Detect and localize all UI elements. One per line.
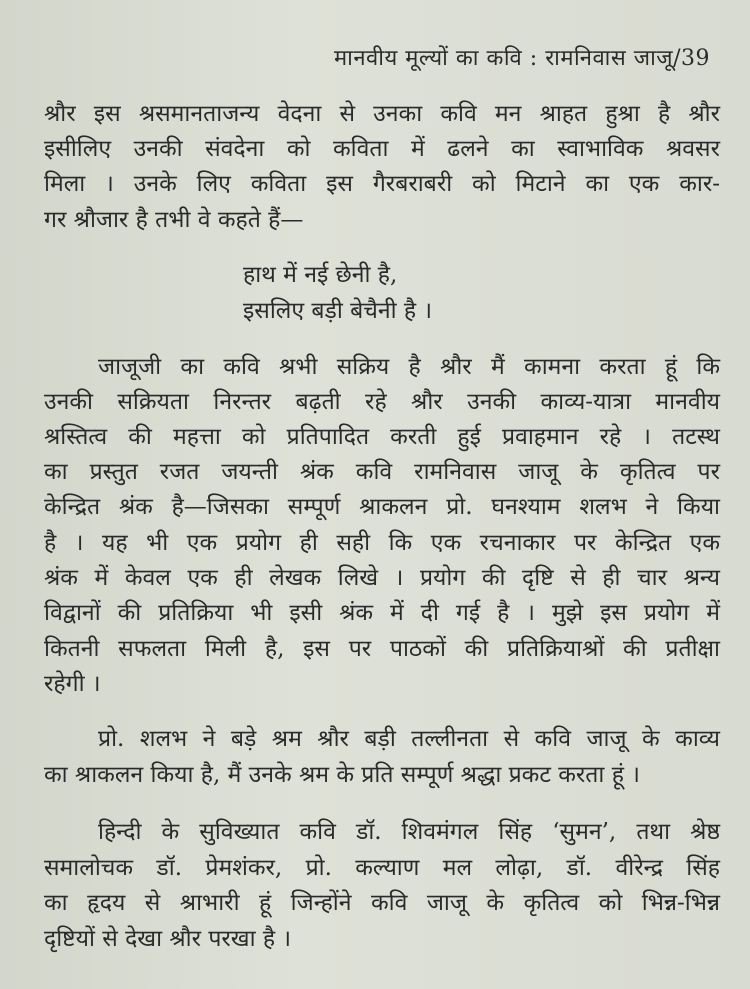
running-head: मानवीय मूल्यों का कवि : रामनिवास जाजू/39 [333,46,710,71]
paragraph-1-line: श्रौर इस श्रसमानताजन्य वेदना से उनका कवि मन श्राहत हुश्रा है श्रौर [44,101,720,127]
paragraph-1-line: इसीलिए उनकी संवदेना को कविता में ढलने का स्वाभाविक श्रवसर [44,136,720,162]
paragraph-2-line: श्रंक में केवल एक ही लेखक लिखे । प्रयोग की दृष्टि से ही चार श्रन्य [44,565,720,591]
paragraph-2-line: केन्द्रित श्रंक है—जिसका सम्पूर्ण श्राकलन प्रो. घनश्याम शलभ ने किया [44,494,720,520]
verse-line: इसलिए बड़ी बेचैनी है । [243,298,433,324]
paragraph-2-line: रहेगी । [44,671,101,697]
paragraph-2-line: उनकी सक्रियता निरन्तर बढ़ती रहे श्रौर उनकी काव्य-यात्रा मानवीय [44,389,720,415]
paragraph-2-line: जाजूजी का कवि श्रभी सक्रिय है श्रौर मैं कामना करता हूं कि [98,354,720,380]
paragraph-1-line: मिला । उनके लिए कविता इस गैरबराबरी को मिटाने का एक कार- [44,171,720,197]
paragraph-2-line: कितनी सफलता मिली है, इस पर पाठकों की प्रतिक्रियाश्रों की प्रतीक्षा [44,636,720,662]
paragraph-4-line: का हृदय से श्राभारी हूं जिन्होंने कवि जाजू के कृतित्व को भिन्न-भिन्न [44,890,720,916]
paragraph-3-line: का श्राकलन किया है, मैं उनके श्रम के प्रति सम्पूर्ण श्रद्धा प्रकट करता हूं । [44,762,640,788]
paragraph-2-line: का प्रस्तुत रजत जयन्ती श्रंक कवि रामनिवास जाजू के कृतित्व पर [44,459,720,485]
paragraph-1-line: गर श्रौजार है तभी वे कहते हैं— [44,207,304,233]
paragraph-3-line: प्रो. शलभ ने बड़े श्रम श्रौर बड़ी तल्लीनता से कवि जाजू के काव्य [98,726,720,752]
verse-line: हाथ में नई छेनी है, [243,262,398,288]
paragraph-4-line: दृष्टियों से देखा श्रौर परखा है । [44,926,292,952]
paragraph-2-line: श्रस्तित्व की महत्ता को प्रतिपादित करती हुई प्रवाहमान रहे । तटस्थ [44,424,720,450]
paragraph-2-line: है । यह भी एक प्रयोग ही सही कि एक रचनाकार पर केन्द्रित एक [44,530,720,556]
paragraph-4-line: समालोचक डॉ. प्रेमशंकर, प्रो. कल्याण मल लोढ़ा, डॉ. वीरेन्द्र सिंह [44,855,720,881]
paragraph-2-line: विद्वानों की प्रतिक्रिया भी इसी श्रंक में दी गई है । मुझे इस प्रयोग में [44,600,720,626]
paragraph-4-line: हिन्दी के सुविख्यात कवि डॉ. शिवमंगल सिंह ‘सुमन’, तथा श्रेष्ठ [98,819,720,845]
